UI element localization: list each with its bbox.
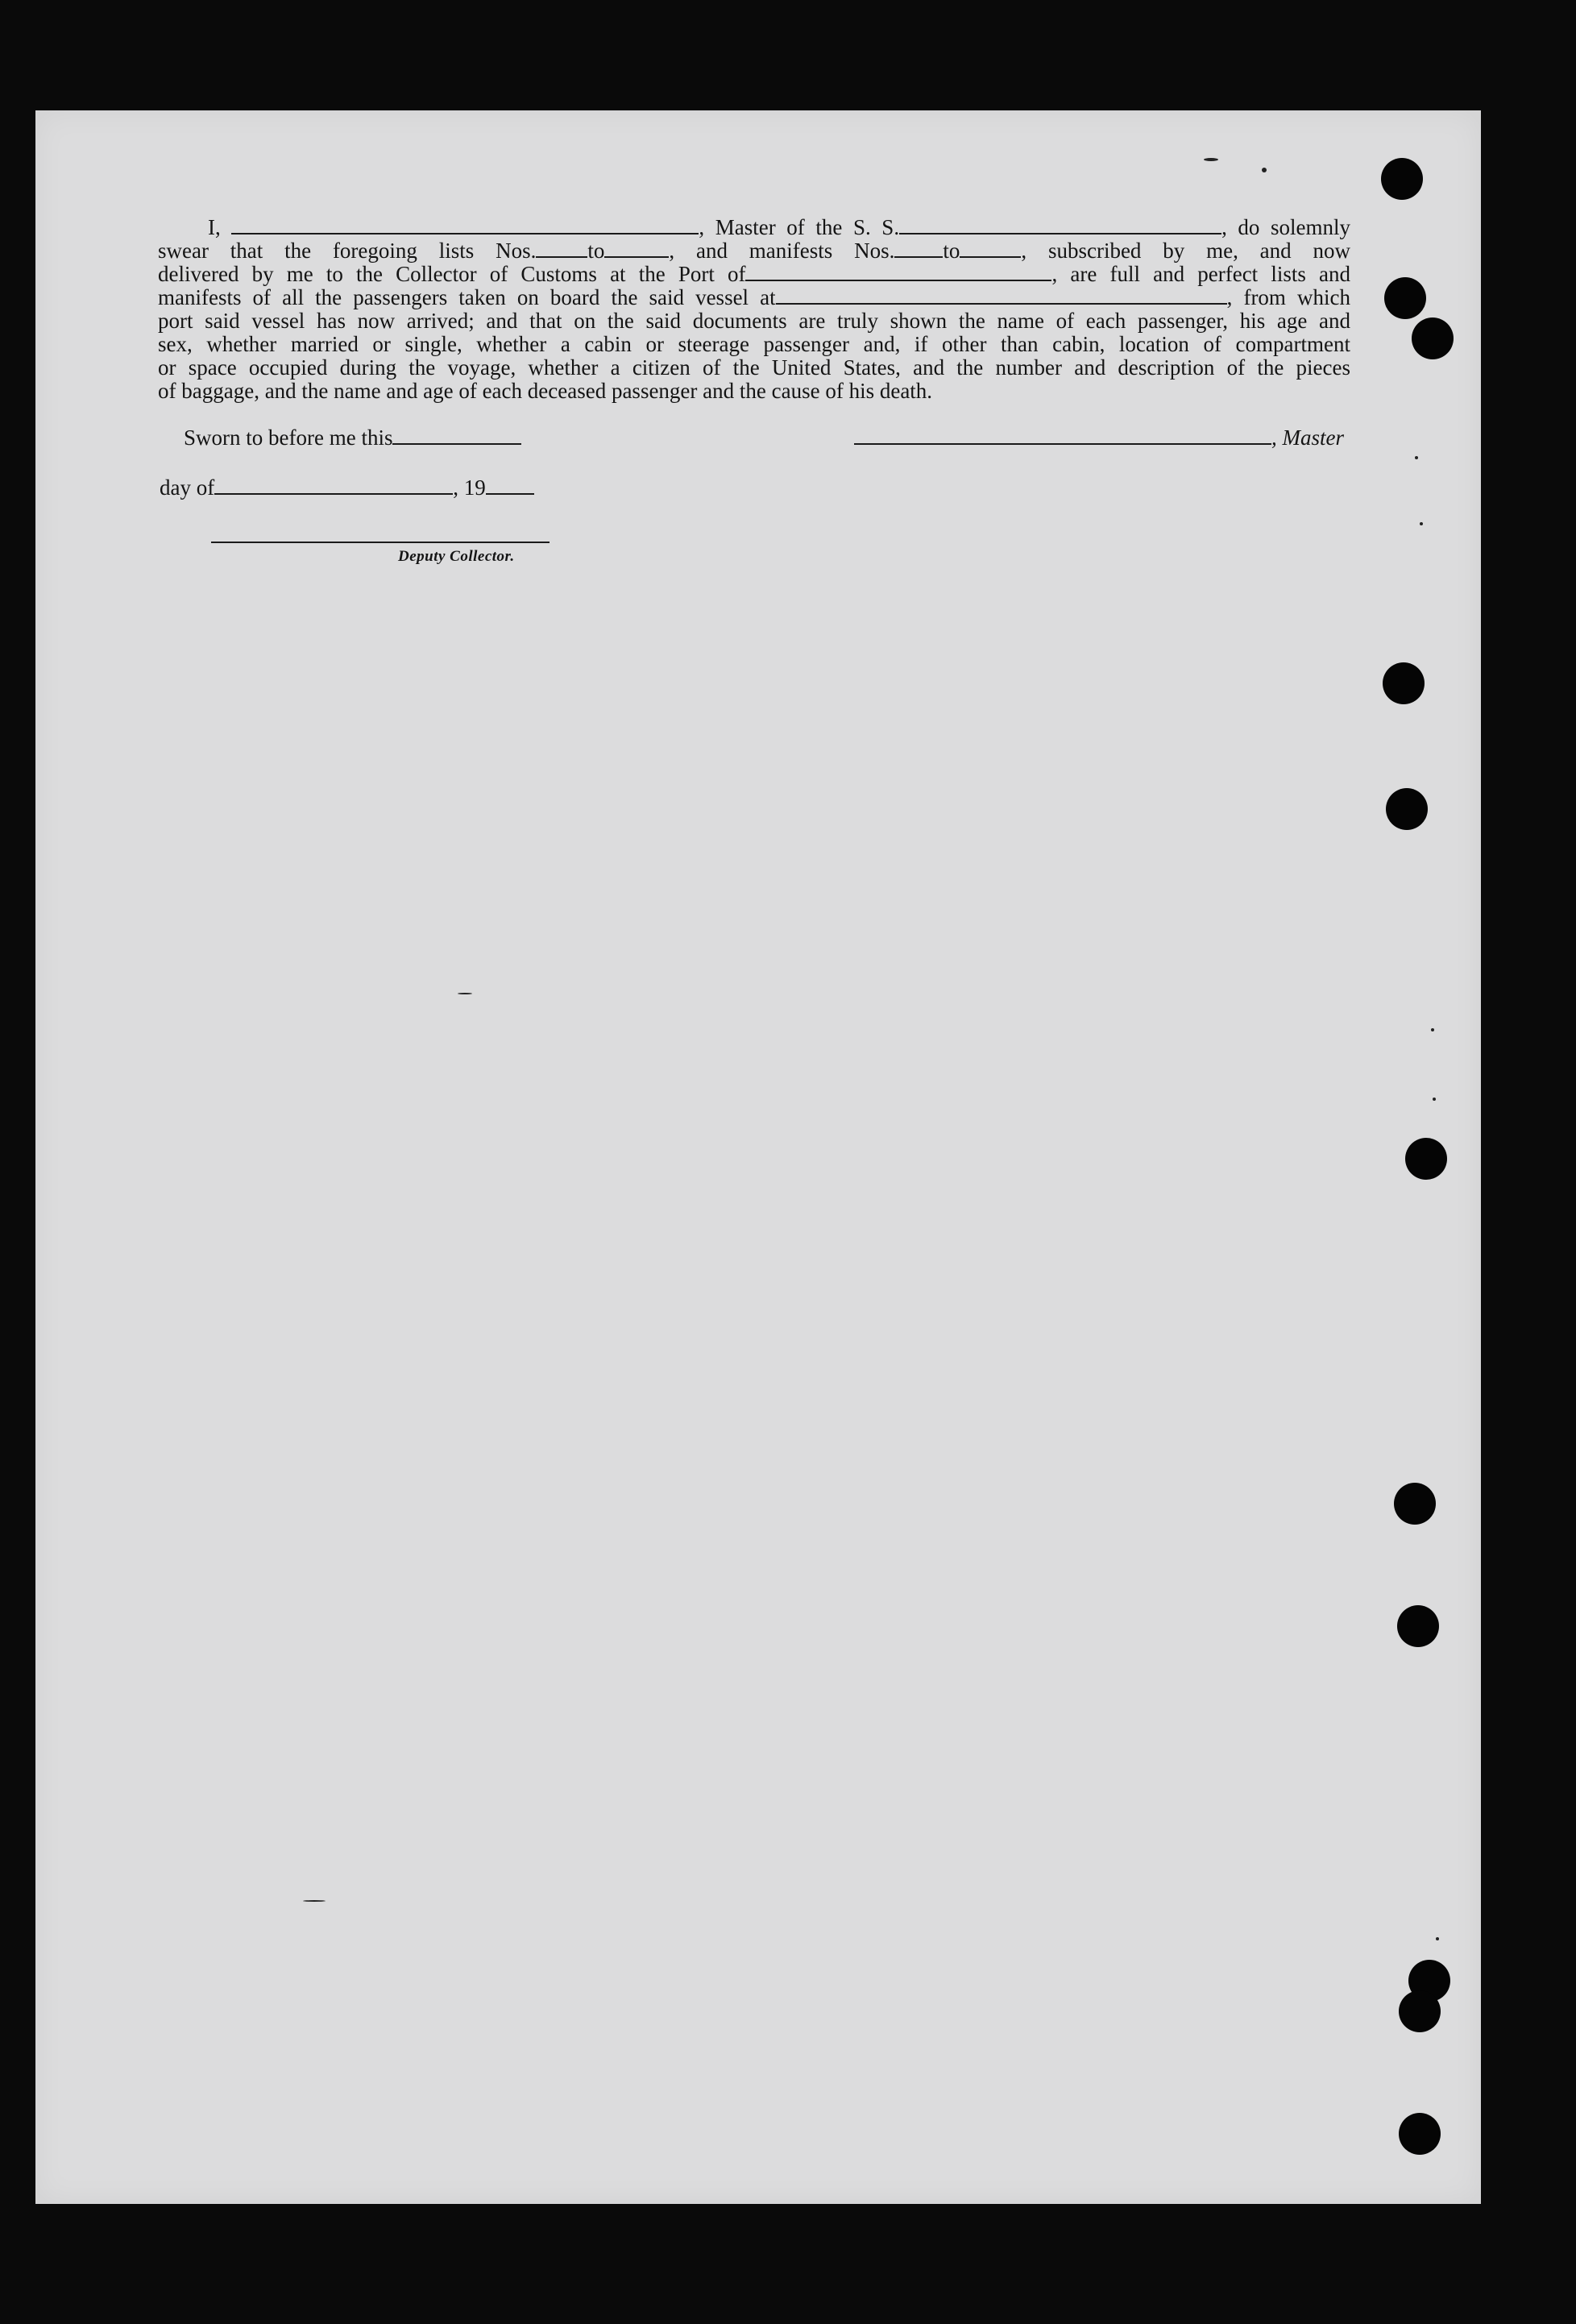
deputy-collector-signature-line: [211, 542, 550, 543]
oath-line-2: swear that the foregoing lists Nos. to , and manifests Nos. to , subscribed by me, and now: [158, 239, 1350, 263]
oath-line-5: port said vessel has now arrived; and that on the said documents are truly shown the name of each passenger, his age and: [158, 309, 1350, 333]
day-of-blank: [214, 477, 453, 495]
oath-line-6: sex, whether married or single, whether a cabin or steerage passenger and, if other than cabin, location of compartment: [158, 332, 1350, 356]
deputy-collector-label: Deputy Collector.: [398, 548, 515, 565]
departure-port-blank: [776, 287, 1227, 305]
scan-mark: [303, 1900, 326, 1902]
oath-line-4: manifests of all the passengers taken on board the said vessel at , from which: [158, 285, 1350, 309]
scan-mark: [458, 993, 472, 994]
manifests-to-blank: [960, 240, 1021, 258]
sworn-date-blank: [392, 427, 521, 445]
punch-hole: [1381, 158, 1423, 200]
oath-line-7: or space occupied during the voyage, whether a citizen of the United States, and the number and description of the pieces: [158, 355, 1350, 380]
master-signature-row: , Master: [854, 425, 1344, 450]
punch-hole: [1383, 662, 1425, 704]
punch-hole: [1384, 277, 1426, 319]
document-page: [35, 110, 1481, 2204]
punch-hole: [1397, 1605, 1439, 1647]
lists-from-blank: [536, 240, 587, 258]
scan-mark: [1420, 522, 1423, 525]
day-of-row: day of , 19: [160, 475, 534, 500]
oath-line-3: delivered by me to the Collector of Customs at the Port of , are full and perfect lists and: [158, 262, 1350, 286]
scan-mark: [1436, 1937, 1439, 1940]
sworn-row: Sworn to before me this: [184, 425, 521, 450]
scan-mark: [1415, 456, 1418, 459]
year-blank: [486, 477, 534, 495]
scan-mark: [1204, 158, 1218, 161]
manifests-from-blank: [894, 240, 943, 258]
scan-mark: [1431, 1028, 1434, 1031]
punch-hole: [1394, 1483, 1436, 1525]
punch-hole: [1399, 1990, 1441, 2032]
master-signature-blank: [854, 427, 1271, 445]
punch-hole: [1405, 1138, 1447, 1180]
oath-paragraph: [158, 216, 1350, 403]
punch-hole: [1386, 788, 1428, 830]
ship-name-blank: [899, 217, 1221, 234]
scan-mark: [1262, 168, 1267, 172]
scan-mark: [1433, 1098, 1436, 1101]
oath-line-8: of baggage, and the name and age of each deceased passenger and the cause of his death.: [158, 379, 933, 403]
punch-hole: [1399, 2113, 1441, 2155]
master-name-blank: [231, 217, 699, 234]
port-blank: [745, 264, 1051, 281]
lists-to-blank: [604, 240, 669, 258]
punch-hole: [1412, 317, 1454, 359]
oath-line-1: I, , Master of the S. S. , do solemnly: [208, 215, 1351, 239]
